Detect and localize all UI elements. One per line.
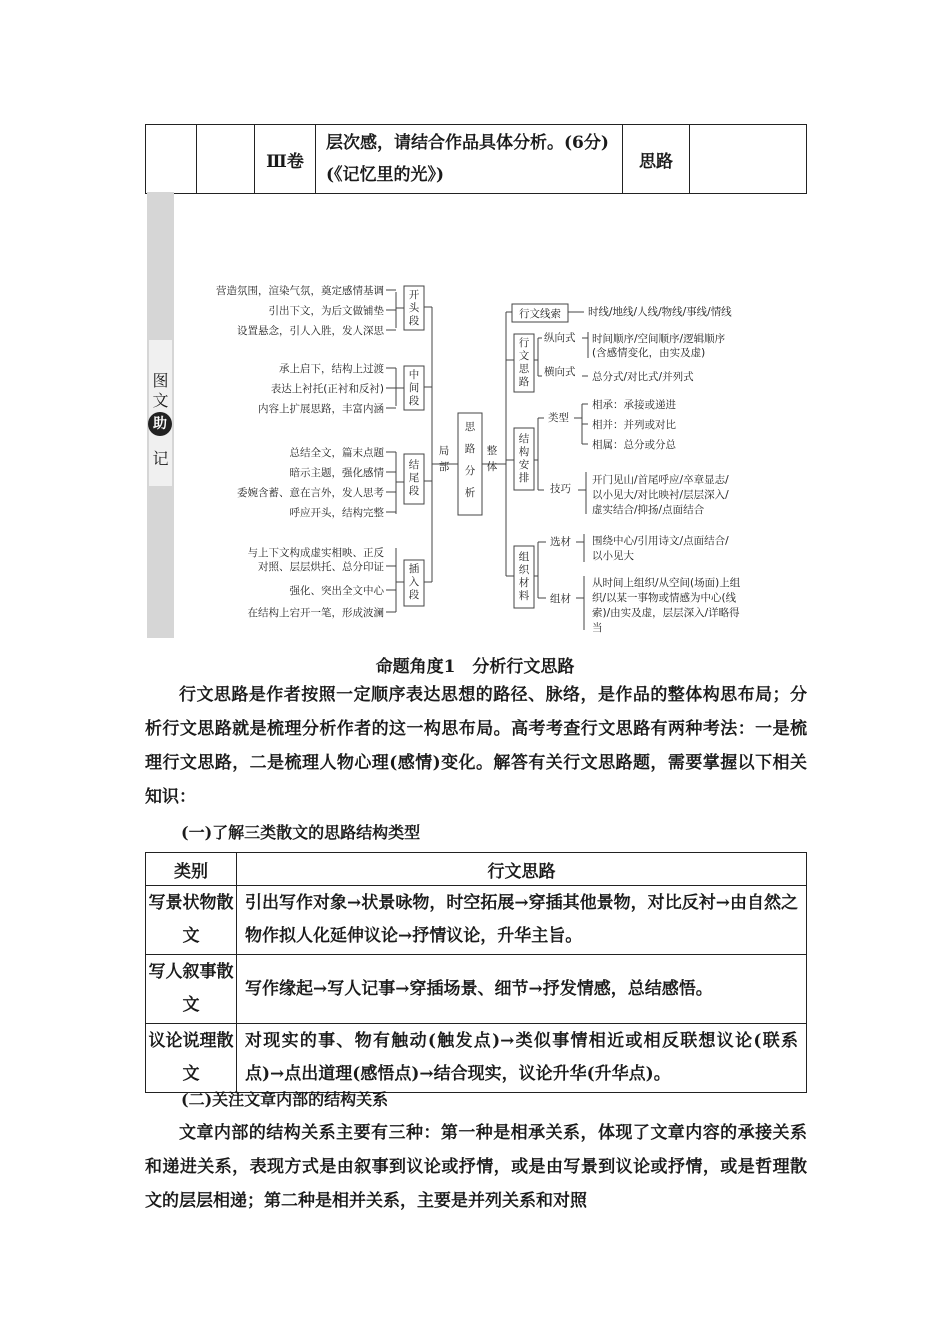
question-cell: 层次感，请结合作品具体分析。(6分)(《记忆里的光》) (316, 125, 623, 194)
group-label-char: 段 (408, 395, 420, 407)
left-item: 对照、层层烘托、总分印证 (258, 561, 384, 573)
left-item: 委婉含蓄、意在言外，发人思考 (237, 487, 384, 499)
structure-text: 文章内部的结构关系主要有三种：第一种是相承关系，体现了文章内容的承接关系和递进关系，表现方式是由叙事到议论或抒情，或是由写景到议论或抒情，或是哲理散文的层层相递；第二种是相并关系，主要是并列关系和对照 (145, 1123, 807, 1211)
table-row (146, 886, 807, 955)
group-label-char: 尾 (408, 472, 420, 484)
side-char: 文 (152, 391, 169, 410)
center-char: 思 (464, 421, 476, 433)
skill-label: 技巧 (550, 483, 571, 495)
vertical-line: (含感情变化，由实及虚) (592, 347, 706, 359)
order-label-char: 行 (518, 337, 530, 349)
local-char: 部 (438, 461, 450, 473)
left-item: 强化、突出全文中心 (289, 585, 384, 597)
vertical-label: 纵向式 (544, 332, 576, 344)
order-label-char: 文 (518, 350, 530, 362)
types-table (145, 852, 807, 1093)
left-item: 在结构上宕开一笔，形成波澜 (247, 607, 384, 619)
left-item: 表达上衬托(正衬和反衬) (270, 383, 384, 395)
left-item: 引出下文，为后文做铺垫 (268, 305, 384, 317)
center-char: 分 (464, 465, 476, 477)
clue-label: 行文线索 (519, 308, 561, 320)
group-label-char: 段 (408, 315, 420, 327)
organize-label: 组材 (550, 593, 571, 605)
type-item: 相并：并列或对比 (592, 419, 676, 431)
header-thinking: 行文思路 (237, 853, 807, 886)
skill-item: 开门见山/首尾呼应/卒章显志/ (592, 474, 729, 486)
skill-item: 虚实结合/抑扬/点面结合 (592, 504, 705, 516)
structure-label-char: 构 (518, 446, 530, 458)
organize-item: 索)/由实及虚，层层深入/详略得 (592, 607, 740, 619)
group-label-char: 结 (408, 459, 420, 471)
content-cell: 写作缘起→写人记事→穿插场景、细节→抒发情感，总结感悟。 (237, 955, 807, 1024)
table-row (146, 955, 807, 1024)
material-label-char: 织 (518, 564, 530, 576)
structure-label-char: 结 (518, 433, 530, 445)
vertical-line: 时间顺序/空间顺序/逻辑顺序 (592, 333, 726, 345)
organize-item: 从时间上组织/从空间(场面)上组 (592, 577, 741, 589)
select-item: 围绕中心/引用诗文/点面结合/ (592, 535, 729, 547)
horizontal-text: 总分式/对比式/并列式 (592, 371, 694, 383)
select-label: 选材 (550, 536, 571, 548)
whole-char: 体 (486, 461, 498, 473)
group-label-char: 中 (408, 369, 420, 381)
center-char: 路 (464, 443, 476, 455)
paper-cell: Ⅲ卷 (255, 125, 316, 194)
select-item: 以小见大 (592, 550, 634, 562)
table-row (146, 125, 807, 194)
group-label-char: 插 (408, 563, 420, 575)
local-char: 局 (438, 445, 450, 457)
structure-paragraph (145, 1116, 807, 1218)
table-row (146, 1024, 807, 1093)
empty-cell (690, 125, 807, 194)
type-item: 相承：承接或递进 (592, 399, 676, 411)
content-cell: 对现实的事、物有触动(触发点)→类似事情相近或相反联想议论(联系点)→点出道理(感悟点)→结合现实，议论升华(升华点)。 (237, 1024, 807, 1093)
type-cell: 思路 (623, 125, 690, 194)
left-item: 设置悬念，引人入胜，发人深思 (237, 325, 384, 337)
section-caption: 命题角度1 分析行文思路 (375, 657, 575, 677)
group-label-char: 开 (408, 289, 420, 301)
category-cell: 写景状物散文 (146, 886, 237, 955)
group-label-char: 段 (408, 485, 420, 497)
category-cell: 写人叙事散文 (146, 955, 237, 1024)
left-item: 暗示主题，强化感情 (289, 467, 384, 479)
empty-cell (146, 125, 197, 194)
order-label-char: 思 (518, 363, 530, 375)
group-label-char: 头 (408, 302, 420, 314)
header-category: 类别 (146, 853, 237, 886)
center-char: 析 (464, 487, 476, 499)
horizontal-label: 横向式 (544, 366, 576, 378)
left-item: 与上下文构成虚实相映、正反 (247, 547, 384, 559)
group-label-char: 段 (408, 589, 420, 601)
zhu-badge: 助 (148, 412, 172, 436)
skill-item: 以小见大/对比映衬/层层深入/ (592, 489, 729, 501)
content-cell: 引出写作对象→状景咏物，时空拓展→穿插其他景物，对比反衬→由自然之物作拟人化延伸议论→抒情议论，升华主旨。 (237, 886, 807, 955)
material-label-char: 组 (518, 551, 530, 563)
empty-cell (197, 125, 255, 194)
whole-char: 整 (486, 445, 498, 457)
section2-heading: (二)关注文章内部的结构关系 (181, 1090, 389, 1109)
side-char: 记 (152, 449, 169, 468)
clue-text: 时线/地线/人线/物线/事线/情线 (588, 306, 732, 318)
type-label: 类型 (548, 412, 569, 424)
intro-paragraph (145, 678, 807, 814)
side-char: 图 (152, 371, 169, 390)
structure-label-char: 安 (518, 459, 530, 471)
material-label-char: 料 (518, 590, 530, 602)
mind-map (174, 192, 774, 638)
category-cell: 议论说理散文 (146, 1024, 237, 1093)
order-label-char: 路 (518, 376, 530, 388)
left-item: 总结全文，篇末点题 (289, 447, 384, 459)
organize-item: 当 (592, 622, 603, 634)
left-item: 呼应开头，结构完整 (289, 507, 384, 519)
intro-text: 行文思路是作者按照一定顺序表达思想的路径、脉络，是作品的整体构思布局；分析行文思路就是梳理分析作者的这一构思布局。高考考查行文思路有两种考法：一是梳理行文思路，二是梳理人物心理(感情)变化。解答有关行文思路题，需要掌握以下相关知识： (145, 685, 807, 807)
left-item: 营造氛围，渲染气氛，奠定感情基调 (216, 285, 384, 297)
material-label-char: 材 (518, 577, 530, 589)
left-item: 内容上扩展思路，丰富内涵 (258, 403, 384, 415)
group-label-char: 间 (408, 382, 420, 394)
table-header-row (146, 853, 807, 886)
section1-heading: (一)了解三类散文的思路结构类型 (181, 823, 421, 842)
top-table (145, 124, 807, 194)
organize-item: 织/以某一事物或情感为中心(线 (592, 592, 737, 604)
type-item: 相属：总分或分总 (592, 439, 676, 451)
left-item: 承上启下，结构上过渡 (279, 363, 384, 375)
structure-label-char: 排 (518, 472, 530, 484)
group-label-char: 入 (408, 576, 420, 588)
